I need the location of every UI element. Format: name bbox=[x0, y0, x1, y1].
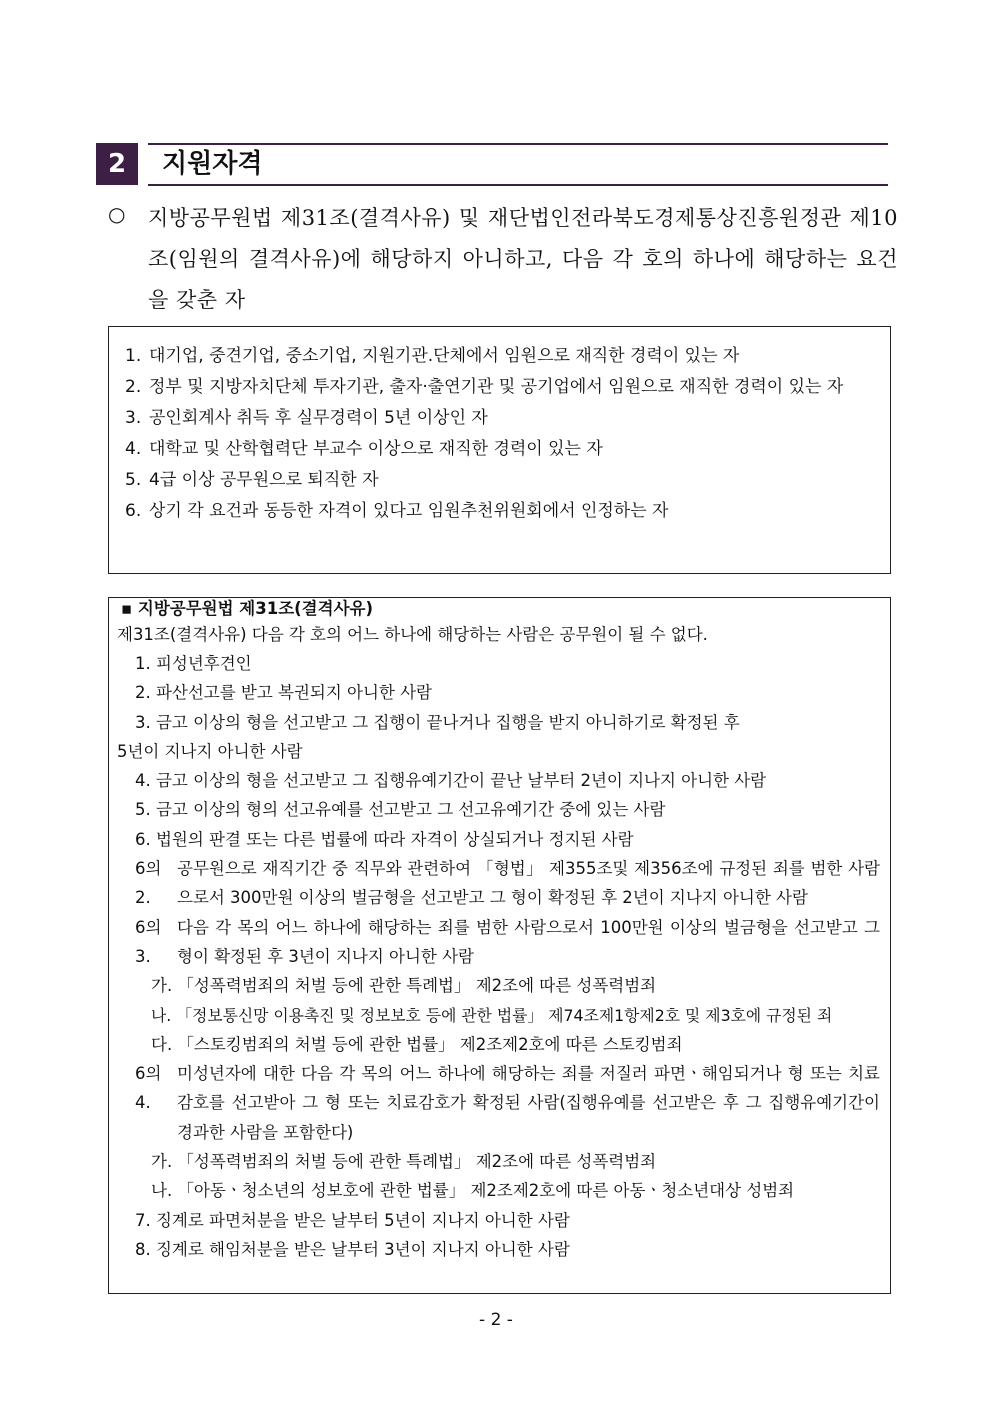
law-item bbox=[117, 678, 880, 707]
law-item-text: 8. 징계로 해임처분을 받은 날부터 3년이 지나지 아니한 사람 bbox=[135, 1239, 570, 1259]
law-heading: ▪ 지방공무원법 제31조(결격사유) bbox=[121, 599, 373, 618]
requirement-number: 3. bbox=[125, 408, 142, 428]
law-item bbox=[117, 1059, 880, 1147]
eligibility-intro bbox=[108, 198, 898, 321]
requirement-text: 상기 각 요건과 동등한 자격이 있다고 임원추천위원회에서 인정하는 자 bbox=[149, 501, 669, 521]
law-item-text: 2. 파산선고를 받고 복권되지 아니한 사람 bbox=[135, 683, 432, 703]
law-item bbox=[117, 649, 880, 678]
law-item-text: 7. 징계로 파면처분을 받은 날부터 5년이 지나지 아니한 사람 bbox=[135, 1210, 570, 1230]
law-item-text: 5. 금고 이상의 형의 선고유예를 선고받고 그 선고유예기간 중에 있는 사람 bbox=[135, 800, 666, 820]
law-subitem-text: 가. 「성폭력범죄의 처벌 등에 관한 특례법」 제2조에 따른 성폭력범죄 bbox=[151, 1152, 657, 1172]
law-subitem-text: 나. 「아동ㆍ청소년의 성보호에 관한 법률」 제2조제2호에 따른 아동ㆍ청소년대상 성범죄 bbox=[151, 1181, 795, 1201]
law-subitem bbox=[117, 1176, 880, 1205]
law-subitem bbox=[117, 1030, 880, 1059]
law-item bbox=[117, 766, 880, 795]
law-subitem bbox=[117, 1001, 880, 1030]
law-item-label: 6의2. bbox=[135, 859, 162, 908]
requirement-number: 6. bbox=[125, 501, 142, 521]
requirement-number: 1. bbox=[125, 346, 142, 366]
law-excerpt-box bbox=[108, 597, 891, 1294]
law-item-text: 3. 금고 이상의 형을 선고받고 그 집행이 끝나거나 집행을 받지 아니하기로 확정된 후 bbox=[135, 712, 740, 732]
law-subitem bbox=[117, 971, 880, 1000]
intro-text: 지방공무원법 제31조(결격사유) 및 재단법인전라북도경제통상진흥원정관 제10조(임원의 결격사유)에 해당하지 아니하고, 다음 각 호의 하나에 해당하는 요건을 갖춘 자 bbox=[148, 206, 898, 312]
law-item bbox=[117, 795, 880, 824]
header-rule-top bbox=[148, 143, 888, 145]
section-number: 2 bbox=[96, 143, 138, 185]
requirement-item bbox=[125, 496, 880, 527]
requirement-item bbox=[125, 372, 880, 403]
law-item-text: 공무원으로 재직기간 중 직무와 관련하여 「형법」 제355조및 제356조에 규정된 죄를 범한 사람으로서 300만원 이상의 벌금형을 선고받고 그 형이 확정된 후 2년이 지나지 아니한 사람 bbox=[177, 859, 880, 908]
requirement-number: 4. bbox=[125, 439, 142, 459]
header-rule-bottom bbox=[148, 184, 888, 186]
requirement-number: 2. bbox=[125, 377, 142, 397]
law-item-text: 1. 피성년후견인 bbox=[135, 654, 252, 673]
law-item bbox=[117, 1235, 880, 1264]
requirement-text: 공인회계사 취득 후 실무경력이 5년 이상인 자 bbox=[149, 408, 488, 428]
law-subitem bbox=[117, 1147, 880, 1176]
section-title: 지원자격 bbox=[162, 149, 263, 179]
requirements-box bbox=[108, 326, 891, 574]
law-item bbox=[117, 1206, 880, 1235]
requirement-item bbox=[125, 403, 880, 434]
law-item bbox=[117, 854, 880, 913]
law-item bbox=[117, 825, 880, 854]
law-item-continuation: 5년이 지나지 아니한 사람 bbox=[117, 741, 303, 761]
page-number: - 2 - bbox=[479, 1310, 513, 1330]
requirement-text: 4급 이상 공무원으로 퇴직한 자 bbox=[149, 470, 379, 490]
law-item-text: 미성년자에 대한 다음 각 목의 어느 하나에 해당하는 죄를 저질러 파면ㆍ해임되거나 형 또는 치료감호를 선고받아 그 형 또는 치료감호가 확정된 사람(집행유예를 선고받은 후 그 집행유예기간이 경과한 사람을 포함한다) bbox=[177, 1064, 880, 1142]
circle-bullet-icon: ○ bbox=[108, 202, 126, 226]
law-subitem-text: 가. 「성폭력범죄의 처벌 등에 관한 특례법」 제2조에 따른 성폭력범죄 bbox=[151, 976, 657, 996]
law-item bbox=[117, 913, 880, 972]
law-item-text: 4. 금고 이상의 형을 선고받고 그 집행유예기간이 끝난 날부터 2년이 지나지 아니한 사람 bbox=[135, 771, 767, 791]
law-item-text: 다음 각 목의 어느 하나에 해당하는 죄를 범한 사람으로서 100만원 이상의 벌금형을 선고받고 그 형이 확정된 후 3년이 지나지 아니한 사람 bbox=[177, 917, 880, 966]
law-lead: 제31조(결격사유) 다음 각 호의 어느 하나에 해당하는 사람은 공무원이 될 수 없다. bbox=[117, 625, 708, 644]
section-header bbox=[96, 143, 888, 186]
law-subitem-text: 나. 「정보통신망 이용촉진 및 정보보호 등에 관한 법률」 제74조제1항제2호 및 제3호에 규정된 죄 bbox=[151, 1005, 833, 1025]
law-subitem-text: 다. 「스토킹범죄의 처벌 등에 관한 법률」 제2조제2호에 따른 스토킹범죄 bbox=[151, 1034, 683, 1054]
law-item-label: 6의4. bbox=[135, 1064, 162, 1113]
requirement-text: 정부 및 지방자치단체 투자기관, 출자·출연기관 및 공기업에서 임원으로 재직한 경력이 있는 자 bbox=[149, 377, 844, 397]
requirement-number: 5. bbox=[125, 470, 142, 490]
law-item-text: 6. 법원의 판결 또는 다른 법률에 따라 자격이 상실되거나 정지된 사람 bbox=[135, 829, 634, 849]
law-item bbox=[117, 708, 880, 737]
law-item-label: 6의3. bbox=[135, 917, 162, 966]
requirement-item bbox=[125, 341, 880, 372]
requirement-item bbox=[125, 434, 880, 465]
requirement-text: 대학교 및 산학협력단 부교수 이상으로 재직한 경력이 있는 자 bbox=[149, 439, 603, 459]
requirement-text: 대기업, 중견기업, 중소기업, 지원기관.단체에서 임원으로 재직한 경력이 있는 자 bbox=[149, 346, 740, 366]
requirement-item bbox=[125, 465, 880, 496]
